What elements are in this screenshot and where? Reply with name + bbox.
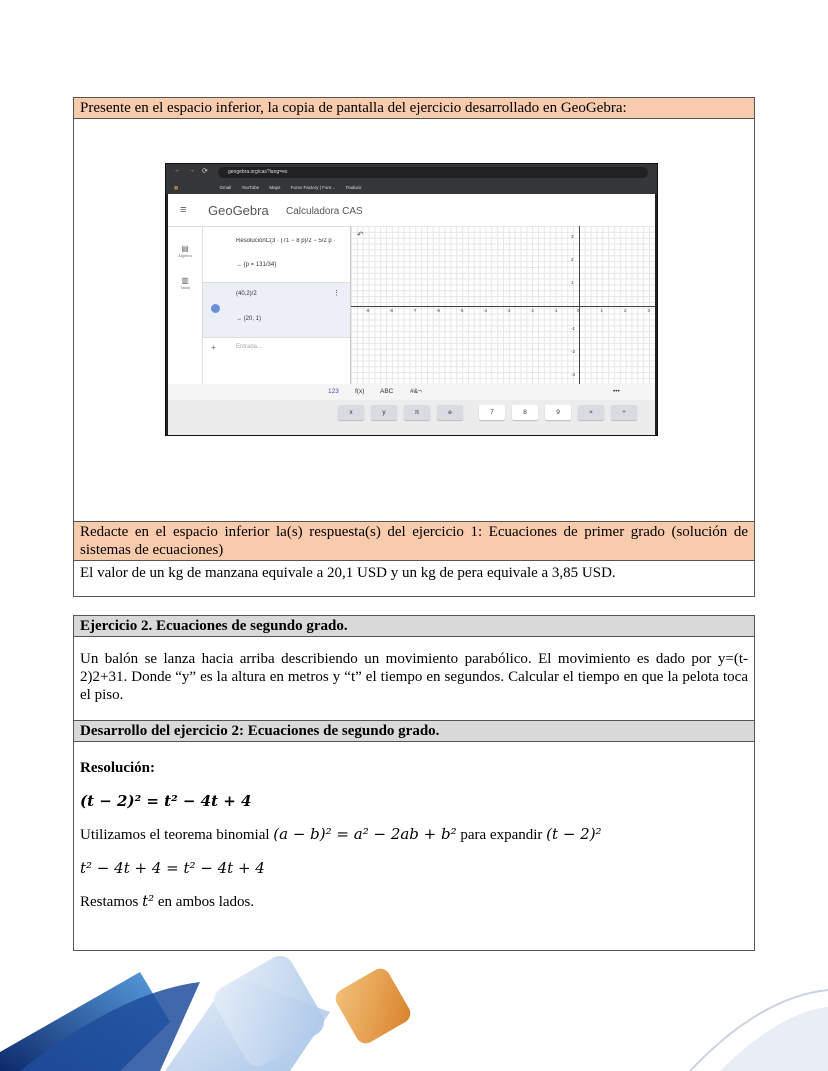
development-header: Desarrollo del ejercicio 2: Ecuaciones de segundo grado.: [74, 721, 754, 742]
key-x: x: [338, 405, 364, 420]
y-tick-label: 3: [571, 234, 574, 239]
kbd-tab-symbols: #&¬: [410, 388, 422, 395]
menu-icon: ≡: [180, 204, 187, 216]
decor-orange-square: [332, 965, 414, 1047]
table-icon: ▥: [181, 276, 189, 285]
bookmark-forex: Forex Factory | Fore...: [290, 185, 336, 190]
answer-text: El valor de un kg de manzana equivale a 20,1 USD y un kg de pera equivale a 3,85 USD.: [80, 565, 616, 581]
kbd-tab-123: 123: [328, 388, 339, 395]
x-tick-label: 0: [577, 308, 580, 313]
screenshot-header: Presente en el espacio inferior, la copia de pantalla del ejercicio desarrollado en GeoGebra:: [74, 98, 754, 119]
browser-toolbar: [166, 164, 657, 181]
forward-icon: →: [188, 167, 195, 174]
footer-decoration: [0, 952, 828, 1071]
y-tick-label: -1: [571, 326, 576, 331]
more-options-icon: ⋮: [333, 290, 340, 297]
x-tick-label: -5: [459, 308, 464, 313]
reload-icon: ⟳: [202, 168, 208, 175]
x-tick-label: -9: [365, 308, 370, 313]
development-body: [74, 742, 754, 950]
kbd-tab-fx: f(x): [355, 388, 365, 395]
virtual-keyboard: [168, 400, 655, 435]
key-pi: π: [404, 405, 430, 420]
subtract-pre: Restamos: [80, 894, 143, 910]
cas-cell-1-output: → {p = 131/34}: [236, 262, 277, 268]
cas-cell-1: [203, 226, 350, 283]
key-7: 7: [479, 405, 505, 420]
y-tick-label: -3: [571, 372, 576, 377]
x-tick-label: 3: [647, 308, 651, 313]
bookmark-maps: Maps: [269, 185, 281, 190]
y-tick-label: 2: [571, 257, 574, 262]
app-title: Calculadora CAS: [286, 206, 363, 217]
key-e: e: [437, 405, 463, 420]
url-bar: geogebra.org/cas?lang=es: [218, 167, 648, 178]
x-tick-label: -1: [553, 308, 558, 313]
algebra-view: [203, 226, 351, 384]
bookmark-gmail: Gmail: [219, 185, 232, 190]
binomial-pre: Utilizamos el teorema binomial: [80, 827, 274, 843]
geogebra-screenshot: [165, 163, 658, 436]
cas-input: Entrada...: [236, 344, 263, 350]
y-tick-label: 1: [571, 280, 574, 285]
binomial-mid: para expandir: [456, 827, 547, 843]
keyboard-tabs: [168, 384, 655, 400]
x-tick-label: -4: [483, 308, 488, 313]
cas-cell-2-output: → (20, 1): [236, 316, 262, 322]
x-tick-label: -3: [506, 308, 511, 313]
x-axis: [351, 306, 655, 307]
key-divide: ÷: [611, 405, 637, 420]
geogebra-app: [168, 194, 655, 435]
equation-2: t² − 4t + 4 = t² − 4t + 4: [80, 859, 265, 877]
nav-algebra: [168, 244, 202, 258]
cas-cell-2: [203, 283, 350, 338]
geogebra-logo: GeoGebra: [208, 203, 269, 218]
binomial-formula: (a − b)² = a² − 2ab + b²: [273, 825, 457, 843]
key-times: ×: [578, 405, 604, 420]
x-tick-label: 1: [600, 308, 604, 313]
add-icon: +: [211, 343, 216, 352]
subtract-post: en ambos lados.: [154, 894, 255, 910]
cas-input-row: [203, 338, 350, 358]
decor-right-shape: [720, 1007, 828, 1071]
exercise2-problem: Un balón se lanza hacia arriba describiendo un movimiento parabólico. El movimiento es dado por y=(t-2)2+31. Donde “y” es la altura en metros y “t” el tiempo en segundos. Calcular el tiempo en que la pelota toca el piso.: [74, 637, 754, 721]
x-tick-label: -8: [389, 308, 394, 313]
key-8: 8: [512, 405, 538, 420]
visibility-toggle-icon: [211, 304, 220, 313]
equation-1: (t − 2)² = t² − 4t + 4: [80, 792, 252, 810]
key-y: y: [371, 405, 397, 420]
key-9: 9: [545, 405, 571, 420]
nav-algebra-label: Álgebra: [178, 253, 192, 258]
kbd-tab-abc: ABC: [380, 388, 394, 395]
x-tick-label: 2: [624, 308, 627, 313]
app-header: [168, 194, 655, 227]
binomial-target: (t − 2)²: [546, 825, 602, 843]
exercise2-title: Ejercicio 2. Ecuaciones de segundo grado.: [74, 616, 754, 637]
bookmarks-bar: [166, 181, 657, 194]
calculator-icon: ▤: [181, 244, 189, 253]
y-axis: [579, 226, 580, 384]
exercise2-table: [73, 615, 755, 951]
cas-cell-2-input: (40,2)/2: [236, 291, 257, 297]
cas-cell-1-input: ResoluciónC(3 · (71 − 8 p)/2 − 5/2 p ·: [236, 238, 336, 244]
x-tick-label: -6: [436, 308, 441, 313]
subtract-line: [80, 892, 748, 911]
nav-table: [168, 276, 202, 290]
x-tick-label: -2: [530, 308, 535, 313]
x-tick-label: -7: [412, 308, 417, 313]
resolution-label: Resolución:: [80, 760, 155, 776]
bookmark-traducir: Traducir: [345, 185, 362, 190]
back-icon: ←: [174, 167, 181, 174]
undo-icon: ↶: [357, 230, 364, 239]
bookmark-youtube: YouTube: [241, 185, 260, 190]
apps-icon: ▦: [174, 185, 179, 190]
nav-table-label: Tabla: [180, 285, 190, 290]
subtract-term: t²: [142, 892, 155, 910]
binomial-line: [80, 825, 748, 844]
left-nav: [168, 226, 203, 384]
answer-header: Redacte en el espacio inferior la(s) respuesta(s) del ejercicio 1: Ecuaciones de primer grado (solución de sistemas de ecuaciones): [74, 522, 754, 561]
graphics-view: [351, 226, 655, 384]
y-tick-label: -2: [571, 349, 576, 354]
kbd-tab-more: •••: [613, 388, 620, 395]
